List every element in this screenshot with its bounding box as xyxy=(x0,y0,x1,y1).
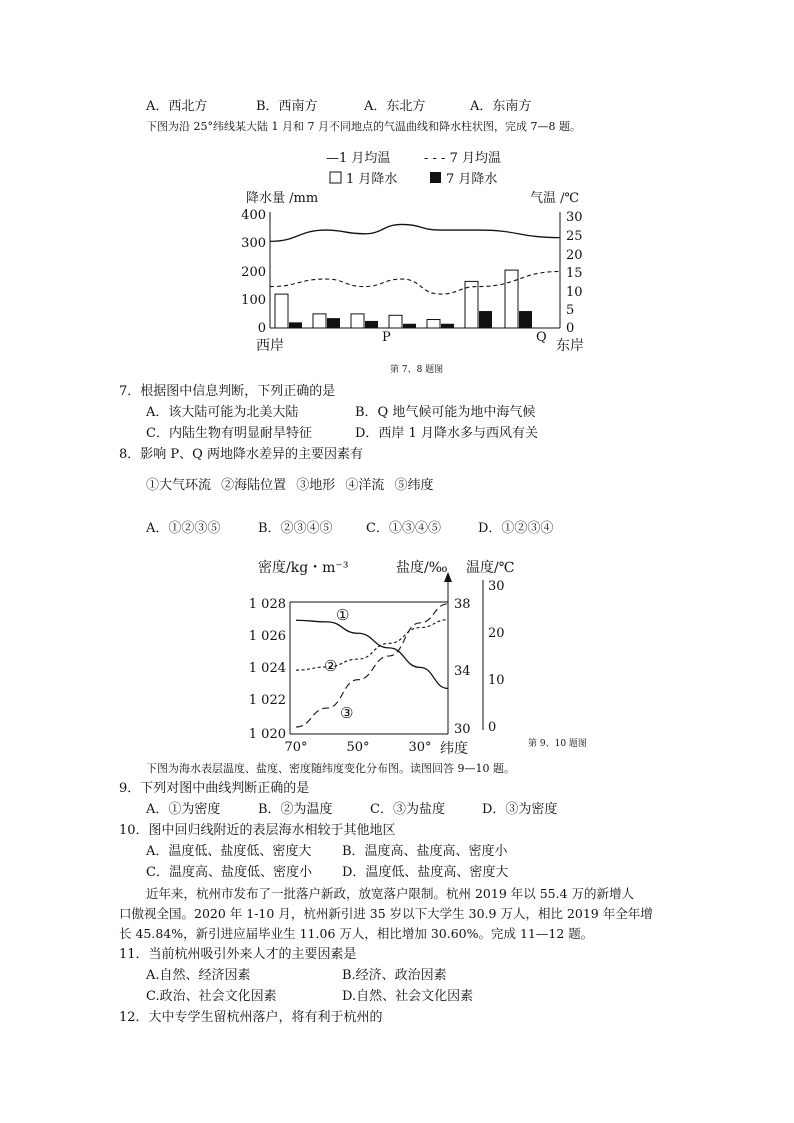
x-label-q: Q xyxy=(536,330,547,345)
jan-rain-bar xyxy=(465,281,478,328)
density-tick: 1 028 xyxy=(248,597,286,612)
jul-rain-bar xyxy=(403,324,416,328)
left-tick: 300 xyxy=(241,236,266,251)
legend-jul-temp: - - - 7 月均温 xyxy=(424,151,501,166)
x-tick: 50° xyxy=(346,740,370,755)
q10-option-a: A．温度低、盐度低、密度大 xyxy=(146,844,312,859)
salinity-tick: 34 xyxy=(454,664,471,679)
legend-jan-temp: —1 月均温 xyxy=(326,151,391,166)
left-ticks xyxy=(241,208,266,336)
legend-jul-rain-swatch xyxy=(430,172,441,183)
right-tick: 10 xyxy=(566,285,583,300)
seawater-chart xyxy=(240,552,620,757)
curve-label-2: ② xyxy=(324,657,338,675)
right-tick: 20 xyxy=(566,248,583,263)
curve-2 xyxy=(296,620,448,670)
q11-option-a: A.自然、经济因素 xyxy=(146,968,251,983)
salinity-tick: 30 xyxy=(454,722,471,737)
jan-rain-bar xyxy=(275,294,288,328)
x-axis-label: 纬度 xyxy=(440,741,468,757)
q7-option-a: A．该大陆可能为北美大陆 xyxy=(146,405,299,420)
q11-stem: 11．当前杭州吸引外来人才的主要因素是 xyxy=(119,947,357,962)
q12-stem: 12．大中专学生留杭州落户，将有利于杭州的 xyxy=(119,1010,383,1025)
right-tick: 15 xyxy=(566,266,583,281)
q11-option-b: B.经济、政治因素 xyxy=(342,968,447,983)
x-tick: 70° xyxy=(284,740,308,755)
q7-option-b: B．Q 地气候可能为地中海气候 xyxy=(355,405,536,420)
jan-rain-bar xyxy=(313,314,326,328)
q7-option-d: D．西岸 1 月降水多与西风有关 xyxy=(355,426,538,441)
q9-option-c: C．③为盐度 xyxy=(370,802,445,817)
x-label-west: 西岸 xyxy=(256,338,284,354)
jul-rain-bar xyxy=(479,311,492,328)
temp-tick: 10 xyxy=(488,673,505,688)
q6-option-a: A．西北方 xyxy=(146,99,208,114)
right-tick: 25 xyxy=(566,229,583,244)
q9-option-b: B．②为温度 xyxy=(258,802,333,817)
temp-tick: 30 xyxy=(488,579,505,594)
jan-rain-bar xyxy=(389,315,402,328)
climate-chart xyxy=(240,144,600,374)
left-tick: 100 xyxy=(241,293,266,308)
left-tick: 200 xyxy=(241,265,266,280)
q9-option-d: D．③为密度 xyxy=(482,802,558,817)
density-tick: 1 026 xyxy=(248,629,286,644)
chart2-caption: 第 9、10 题图 xyxy=(528,739,587,749)
intro-7-8: 下图为沿 25°纬线某大陆 1 月和 7 月不同地点的气温曲线和降水柱状图，完成 7—8 题。 xyxy=(146,120,581,133)
right-tick: 30 xyxy=(566,210,583,225)
q6-option-d: A．东南方 xyxy=(470,99,532,114)
jan-rain-bar xyxy=(427,320,440,328)
density-tick: 1 024 xyxy=(248,661,286,676)
jul-rain-bar xyxy=(519,311,532,328)
legend-jan-rain-swatch xyxy=(330,172,341,183)
curve-label-3: ③ xyxy=(340,704,354,722)
jul-rain-bar xyxy=(289,322,302,328)
q10-option-c: C．温度高、盐度低、密度小 xyxy=(146,865,312,880)
jan-temp-line xyxy=(270,224,560,241)
q6-option-c: A．东北方 xyxy=(364,99,426,114)
left-axis-label: 降水量 /mm xyxy=(246,191,319,206)
temp-tick: 20 xyxy=(488,626,505,641)
jul-rain-bar xyxy=(327,318,340,328)
q11-option-c: C.政治、社会文化因素 xyxy=(146,989,277,1004)
right-axis-label: 气温 /℃ xyxy=(530,191,580,206)
temp-label: 温度/℃ xyxy=(466,560,515,576)
q8-option-c: C．①③④⑤ xyxy=(366,521,441,536)
intro-11-12-line-1: 近年来，杭州市发布了一批落户新政，放宽落户限制。杭州 2019 年以 55.4 万的新增人 xyxy=(146,886,635,901)
q10-option-d: D．温度低、盐度高、密度大 xyxy=(342,865,509,880)
jan-rain-bar xyxy=(505,270,518,328)
x-tick: 30° xyxy=(408,740,432,755)
intro-11-12-line-2: 口傲视全国。2020 年 1-10 月，杭州新引进 35 岁以下大学生 30.9 万人，相比 2019 年全年增 xyxy=(119,906,653,921)
q7-option-c: C．内陆生物有明显耐旱特征 xyxy=(146,426,312,441)
curve-label-1: ① xyxy=(336,606,350,624)
density-tick: 1 022 xyxy=(248,693,286,708)
curve-3 xyxy=(296,604,448,727)
x-label-east: 东岸 xyxy=(556,338,584,354)
salinity-label: 盐度/‰ xyxy=(396,560,448,576)
left-tick: 0 xyxy=(257,321,266,336)
q10-option-b: B．温度高、盐度高、密度小 xyxy=(342,844,508,859)
q7-stem: 7．根据图中信息判断，下列正确的是 xyxy=(119,384,336,399)
q8-stem: 8．影响 P、Q 两地降水差异的主要因素有 xyxy=(119,447,363,462)
right-tick: 5 xyxy=(566,303,575,318)
q8-factors: ①大气环流 ②海陆位置 ③地形 ④洋流 ⑤纬度 xyxy=(146,478,434,493)
curve-1 xyxy=(296,620,448,688)
q8-option-b: B．②③④⑤ xyxy=(258,521,333,536)
jul-rain-bar xyxy=(441,324,454,328)
q8-option-a: A．①②③⑤ xyxy=(146,521,221,536)
jul-rain-bar xyxy=(365,321,378,328)
q9-option-a: A．①为密度 xyxy=(146,802,221,817)
salinity-tick: 38 xyxy=(454,597,471,612)
temp-tick: 0 xyxy=(488,720,497,735)
legend-jan-rain: 1 月降水 xyxy=(346,172,398,187)
legend-jul-rain: 7 月降水 xyxy=(446,172,498,187)
left-tick: 400 xyxy=(241,208,266,223)
intro-11-12-line-3: 长 45.84%，新引进应届毕业生 11.06 万人，相比增加 30.60%。完成 11—12 题。 xyxy=(119,926,594,941)
q11-option-d: D.自然、社会文化因素 xyxy=(342,989,474,1004)
chart1-caption: 第 7、8 题图 xyxy=(390,365,444,374)
q8-option-d: D．①②③④ xyxy=(478,521,554,536)
right-ticks xyxy=(566,210,583,336)
density-label: 密度/kg・m⁻³ xyxy=(258,560,349,576)
right-tick: 0 xyxy=(566,321,575,336)
density-tick: 1 020 xyxy=(248,727,286,742)
x-label-p: P xyxy=(382,330,391,345)
jan-rain-bar xyxy=(351,314,364,328)
q9-stem: 9．下列对图中曲线判断正确的是 xyxy=(119,781,310,796)
intro-9-10: 下图为海水表层温度、盐度、密度随纬度变化分布图。读图回答 9—10 题。 xyxy=(146,762,515,775)
q10-stem: 10．图中回归线附近的表层海水相较于其他地区 xyxy=(119,823,396,838)
q6-option-b: B．西南方 xyxy=(256,99,318,114)
